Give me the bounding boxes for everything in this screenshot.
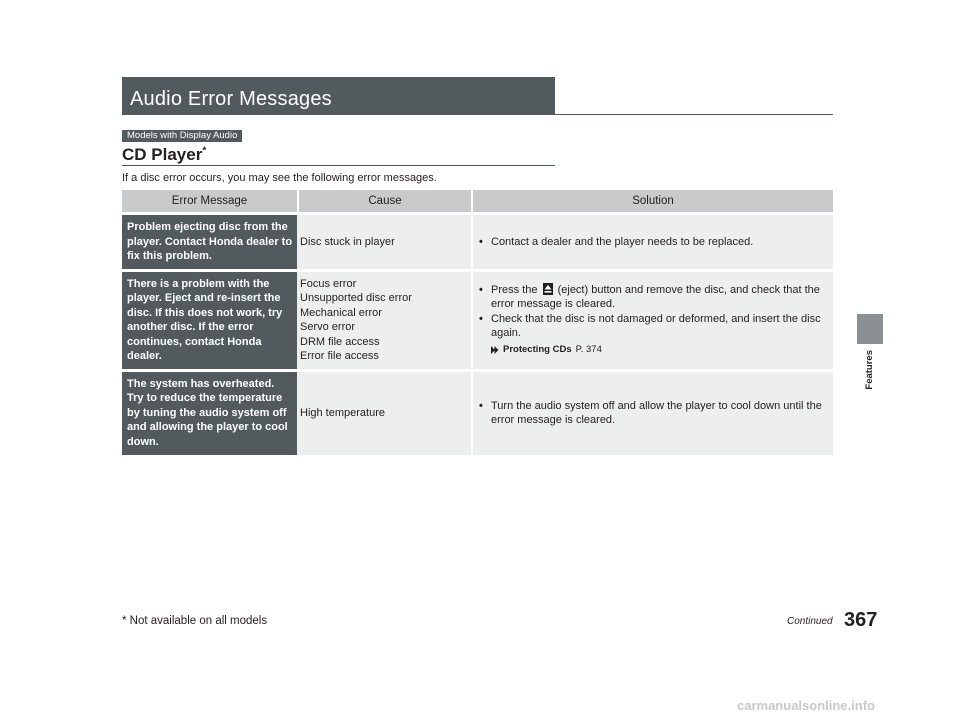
solution-text-start: Press the xyxy=(491,283,538,296)
solution-item xyxy=(479,283,827,312)
bullet-dot: • xyxy=(479,283,483,296)
section-header xyxy=(122,77,555,115)
cause-item: Focus error xyxy=(300,277,357,290)
error-message: There is a problem with the player. Eject and re-insert the disc. If this does not work, try another disc. If the error continues, contact Honda dealer. xyxy=(122,272,297,369)
section-title: Audio Error Messages xyxy=(130,88,332,110)
watermark: carmanualsonline.info xyxy=(737,698,875,713)
chapter-label: Features xyxy=(864,350,875,390)
bullet-dot: • xyxy=(479,312,483,325)
table-row xyxy=(122,272,833,369)
solution-item xyxy=(479,399,827,428)
subsection-title xyxy=(122,145,206,165)
column-header-cause: Cause xyxy=(297,190,471,212)
subsection-title-text: CD Player xyxy=(122,145,203,164)
solution-text: Turn the audio system off and allow the player to cool down until the error message is cleared. xyxy=(491,399,822,427)
double-arrow-icon xyxy=(491,346,499,354)
cause-cell xyxy=(297,215,471,269)
solution-item xyxy=(479,235,827,250)
bullet-dot: • xyxy=(479,399,483,412)
cause-item: Disc stuck in player xyxy=(300,235,395,248)
reference-page: P. 374 xyxy=(575,343,602,355)
solution-text: Check that the disc is not damaged or deformed, and insert the disc again. xyxy=(491,312,821,340)
cause-item: Unsupported disc error xyxy=(300,292,412,304)
solution-text: Contact a dealer and the player needs to be replaced. xyxy=(491,235,754,248)
error-message: The system has overheated. Try to reduce the temperature by tuning the audio system off and allowing the player to cool down. xyxy=(122,372,297,456)
cause-item: High temperature xyxy=(300,407,385,419)
not-all-models-marker: * xyxy=(202,145,207,157)
cause-cell xyxy=(297,272,471,369)
cause-item: Servo error xyxy=(300,321,356,333)
cause-item: Mechanical error xyxy=(300,306,382,319)
model-badge: Models with Display Audio xyxy=(122,130,242,142)
column-header-solution: Solution xyxy=(471,190,833,212)
table-header xyxy=(122,190,833,212)
subsection-rule xyxy=(122,165,555,166)
page-number: 367 xyxy=(844,609,878,631)
header-rule xyxy=(555,114,833,115)
cause-cell xyxy=(297,372,471,456)
solution-cell xyxy=(471,372,833,456)
continued-label: Continued xyxy=(787,616,833,627)
chapter-tab xyxy=(857,314,883,344)
cause-item: DRM file access xyxy=(300,335,380,348)
eject-icon xyxy=(543,283,553,295)
solution-text xyxy=(491,283,827,312)
solution-cell xyxy=(471,215,833,269)
error-table xyxy=(122,190,833,455)
table-row xyxy=(122,215,833,269)
solution-cell xyxy=(471,272,833,369)
table-row xyxy=(122,372,833,456)
footnote: * Not available on all models xyxy=(122,615,268,627)
error-message: Problem ejecting disc from the player. Contact Honda dealer to fix this problem. xyxy=(122,215,297,269)
solution-item xyxy=(479,312,827,341)
solution-text-end: (eject) button and remove the disc, and check that the error message is cleared. xyxy=(491,283,820,311)
bullet-dot: • xyxy=(479,235,483,248)
reference-label: Protecting CDs xyxy=(503,343,572,355)
cross-reference[interactable] xyxy=(491,343,827,358)
cause-item: Error file access xyxy=(300,350,379,362)
column-header-error-message: Error Message xyxy=(171,195,248,207)
intro-text: If a disc error occurs, you may see the following error messages. xyxy=(122,172,437,184)
